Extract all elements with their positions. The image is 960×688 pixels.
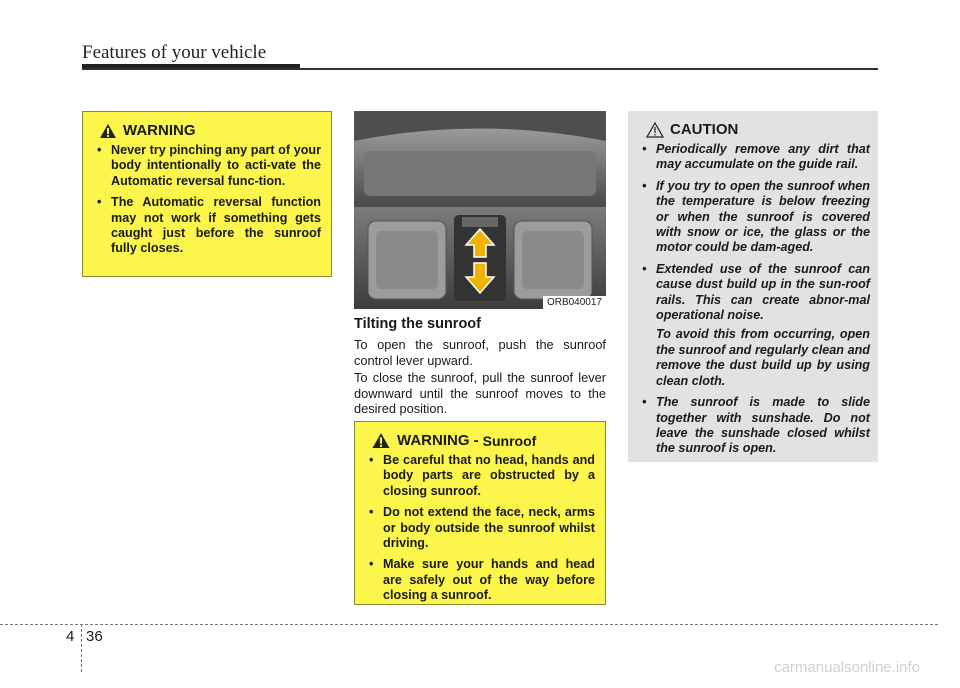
warning-title: WARNING: [123, 122, 196, 139]
section-title: Tilting the sunroof: [354, 316, 481, 332]
warning-subtitle: Sunroof: [482, 432, 537, 449]
footer-divider: [81, 624, 82, 672]
caution-item: • The sunroof is made to slide together with sunshade. Do not leave the sunshade closed whilst the sunroof is open.: [638, 395, 870, 457]
caution-list: [638, 142, 870, 457]
warning-item: • Do not extend the face, neck, arms or body outside the sunroof whilst driving.: [365, 505, 595, 551]
warning-item: • Never try pinching any part of your body intentionally to acti-vate the Automatic reversal func-tion.: [93, 143, 321, 189]
caution-title: CAUTION: [670, 121, 739, 138]
warning-item: • Make sure your hands and head are safely out of the way before closing a sunroof.: [365, 557, 595, 603]
warning-box-automatic-reversal: [82, 111, 332, 277]
warning-triangle-icon: [99, 123, 117, 139]
warning-triangle-icon: [371, 432, 391, 449]
warning-list: [365, 453, 595, 604]
warning-list: [93, 143, 321, 257]
page-number: 36: [86, 628, 103, 645]
warning-box-sunroof: [354, 421, 606, 605]
tilting-open-text: To open the sunroof, push the sunroof control lever upward.: [354, 337, 606, 368]
caution-triangle-icon: [646, 122, 664, 138]
tilting-close-text: To close the sunroof, pull the sunroof lever downward until the sunroof moves to the desired position.: [354, 370, 606, 417]
warning-heading: [99, 122, 321, 139]
footer-rule: [0, 624, 938, 625]
warning-heading: [371, 432, 595, 449]
caution-item: • Periodically remove any dirt that may accumulate on the guide rail.: [638, 142, 870, 173]
caution-item-continuation: To avoid this from occurring, open the sunroof and regularly clean and remove the dust build up by using clean cloth.: [656, 327, 870, 388]
header-rule: [82, 68, 878, 70]
caution-box: [628, 111, 878, 462]
figure-code: ORB040017: [543, 296, 606, 309]
caution-item: • If you try to open the sunroof when the temperature is below freezing or when the sunroof is covered with snow or ice, the glass or the motor could be dam-aged.: [638, 179, 870, 256]
watermark: carmanualsonline.info: [774, 659, 920, 676]
chapter-number: 4: [66, 628, 75, 645]
warning-item: • The Automatic reversal function may not work if something gets caught just before the sunroof fully closes.: [93, 195, 321, 257]
caution-heading: [646, 121, 870, 138]
caution-item: [638, 262, 870, 389]
caution-item-text: Extended use of the sunroof can cause dust build up in the sun-roof rails. This can create abnor-mal operational noise.: [656, 261, 870, 323]
sunroof-console-illustration: [354, 111, 606, 309]
page-header-title: Features of your vehicle: [82, 42, 267, 63]
warning-item: • Be careful that no head, hands and body parts are obstructed by a closing sunroof.: [365, 453, 595, 499]
sunroof-control-photo: [354, 111, 606, 309]
warning-title: WARNING -: [397, 432, 479, 449]
